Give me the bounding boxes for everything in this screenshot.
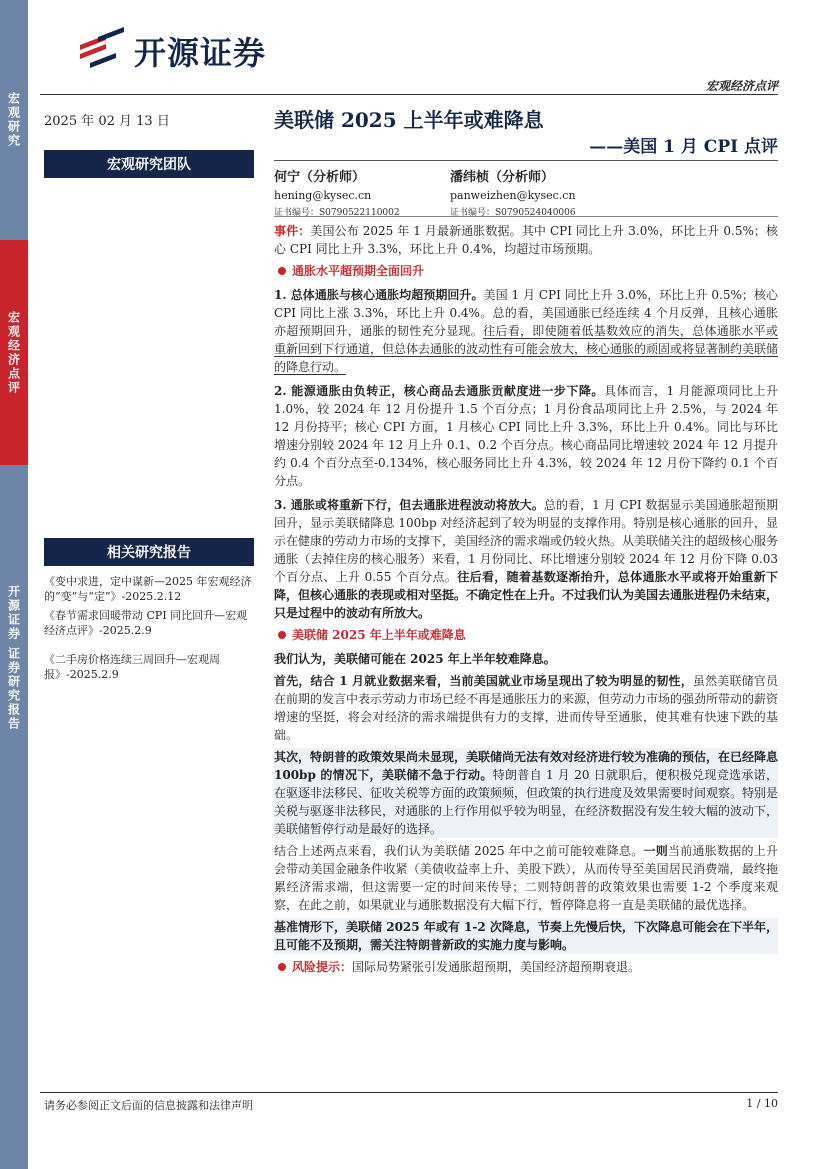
report-subtitle: ——美国 1 月 CPI 点评 (589, 137, 778, 157)
analyst-card (450, 166, 576, 218)
logo-mark-icon (76, 27, 128, 75)
bullet-icon (278, 631, 286, 639)
analyst-card (274, 166, 400, 218)
related-report-item[interactable]: 《变中求进，定中谋新—2025 年宏观经济的“变”与“定”》-2025.2.12 (44, 575, 252, 603)
paragraph-8: 基准情形下，美联储 2025 年或有 1-2 次降息，节奏上先慢后快，下次降息可能会在下半年，且可能不及预期，需关注特朗普新政的实施力度与影响。 (274, 920, 778, 952)
report-title: 美联储 2025 上半年或难降息 (274, 108, 544, 132)
section-heading-inflation: 通胀水平超预期全面回升 (278, 262, 778, 280)
paragraph-5: 首先，结合 1 月就业数据来看，当前美国就业市场呈现出了较为明显的韧性，虽然美联储官员在前期的发言中表示劳动力市场已经不再是通胀压力的来源，但劳动力市场的强劲所带动的薪资增速的坚挺，将会对经济的需求端提供有力的支撑，进而传导至通胀，使其难有快速下跌的基础。 (274, 674, 779, 742)
event-label: 事件： (274, 224, 311, 238)
related-reports-header: 相关研究报告 (44, 538, 254, 566)
side-band-research: 宏观研究 (0, 0, 28, 240)
analyst-email[interactable]: panweizhen@kysec.cn (450, 189, 576, 202)
analyst-cert: 证书编号：S0790524040006 (450, 208, 576, 218)
paragraph-6: 其次，特朗普的政策效果尚未显现，美联储尚无法有效对经济进行较为准确的预估，在已经降息 100bp 的情况下，美联储不急于行动。特朗普自 1 月 20 日就职后，便积极兑现竞选承诺，在驱逐非法移民、征收关税等方面的政策频频，但政策的执行进度及效果需要时间观察。特别是关税与驱逐非法移民，对通胀的上行作用似乎较为明显，在经济数据没有发生较大幅的波动下，美联储暂停行动是最好的选择。 (274, 750, 779, 836)
paragraph-3: 3. 通胀或将重新下行，但去通胀进程波动将放大。总的看，1 月 CPI 数据显示美国通胀超预期回升，显示美联储降息 100bp 对经济起到了较为明显的支撑作用。特别是核心通胀的回升，显示在健康的劳动力市场的支撑下，美国经济的需求端或仍较火热。从美联储关注的超级核心服务通胀（去掉住房的核心服务）来看，1 月份同比、环比增速分别较 2024 年 12 月份下降 0.03 个百分点、上升 0.55 个百分点。往后看，随着基数逐渐抬升，总体通胀水平或将开始重新下降，但核心通胀的表现或相对坚挺。不确定性在上升。不过我们认为美国去通胀进程仍未结束，只是过程中的波动有所放大。 (274, 498, 779, 620)
risk-label: 风险提示： (292, 960, 353, 974)
analyst-email[interactable]: hening@kysec.cn (274, 189, 372, 202)
related-report-item[interactable]: 《二手房价格连续三周回升—宏观周报》-2025.2.9 (44, 653, 220, 681)
related-reports-list (44, 574, 256, 686)
report-date: 2025 年 02 月 13 日 (44, 114, 170, 129)
analyst-cert: 证书编号：S0790522110002 (274, 208, 400, 218)
company-logo (76, 26, 266, 76)
analyst-name: 潘纬桢（分析师） (450, 170, 555, 185)
side-band (0, 0, 28, 1169)
section-heading-fed: 美联储 2025 年上半年或难降息 (278, 626, 778, 644)
paragraph-2: 2. 能源通胀由负转正，核心商品去通胀贡献度进一步下降。具体而言，1 月能源项同比上升 1.0%，较 2024 年 12 月份提升 1.5 个百分点；1 月份食品项同比上升 2.5%，与 2024 年 12 月份持平；核心 CPI 方面，1 月核心 CPI 同比上升 3.3%，环比上升 0.4%。同比与环比增速分别较 2024 年 12 月上升 0.1、0.2 个百分点。核心商品同比增速较 2024 年 12 月提升约 0.4 个百分点至-0.134%，核心服务同比上升 4.3%，较 2024 年 12 月份下降约 0.1 个百分点。 (274, 384, 778, 488)
risk-paragraph (274, 958, 778, 976)
analyst-divider (274, 216, 778, 217)
paragraph-4: 我们认为，美联储可能在 2025 年上半年较难降息。 (274, 652, 556, 666)
underlined-outlook: 往后看，即使随着低基数效应的消失，总体通胀水平或重新回到下行通道，但总体去通胀的波动性有可能会放大，核心通胀的顽固或将显著制约美联储的降息行动。 (274, 324, 779, 374)
risk-text: 国际局势紧张引发通胀超预期，美国经济超预期衰退。 (352, 960, 641, 974)
brand-name: 开源证券 (134, 34, 267, 72)
footer-disclaimer: 请务必参阅正文后面的信息披露和法律声明 (44, 1099, 253, 1112)
side-band-brand: 开源证券 证券研究报告 (0, 465, 28, 1169)
paragraph-1: 1. 总体通胀与核心通胀均超预期回升。美国 1 月 CPI 同比上升 3.0%，环比上升 0.5%；核心 CPI 同比上涨 3.3%，环比上升 0.4%。总的看，美国通胀已经连续 4 个月反弹，且核心通胀亦超预期回升，通胀的韧性充分显现。往后看，即使随着低基数效应的消失，总体通胀水平或重新回到下行通道，但总体去通胀的波动性有可能会放大，核心通胀的顽固或将显著制约美联储的降息行动。 (274, 288, 779, 374)
event-paragraph (274, 222, 778, 258)
bullet-icon (278, 267, 286, 275)
bullet-icon (278, 963, 286, 971)
footer-divider (40, 1092, 778, 1093)
event-text: 美国公布 2025 年 1 月最新通胀数据。其中 CPI 同比上升 3.0%，环比上升 0.5%；核心 CPI 同比上升 3.3%，环比上升 0.4%，均超过市场预期。 (274, 224, 778, 256)
side-band-category: 宏观经济点评 (0, 240, 28, 465)
page-number: 1 / 10 (746, 1097, 778, 1110)
related-report-item[interactable]: 《春节需求回暖带动 CPI 同比回升—宏观经济点评》-2025.2.9 (44, 609, 248, 637)
analyst-name: 何宁（分析师） (274, 170, 366, 185)
header-divider (40, 94, 778, 95)
title-divider (274, 160, 778, 161)
paragraph-7: 结合上述两点来看，我们认为美联储 2025 年中之前可能较难降息。一则当前通胀数据的上升会带动美国金融条件收紧（美债收益率上升、美股下跌），从而传导至美国居民消费端，最终拖累经济需求端，但这需要一定的时间来传导；二则特朗普的政策效果也需要 1-2 个季度来观察，在此之前，如果就业与通胀数据没有大幅下行，暂停降息将一直是美联储的最优选择。 (274, 844, 778, 912)
document-type: 宏观经济点评 (705, 79, 778, 93)
team-header: 宏观研究团队 (44, 150, 254, 178)
report-body (274, 222, 778, 980)
